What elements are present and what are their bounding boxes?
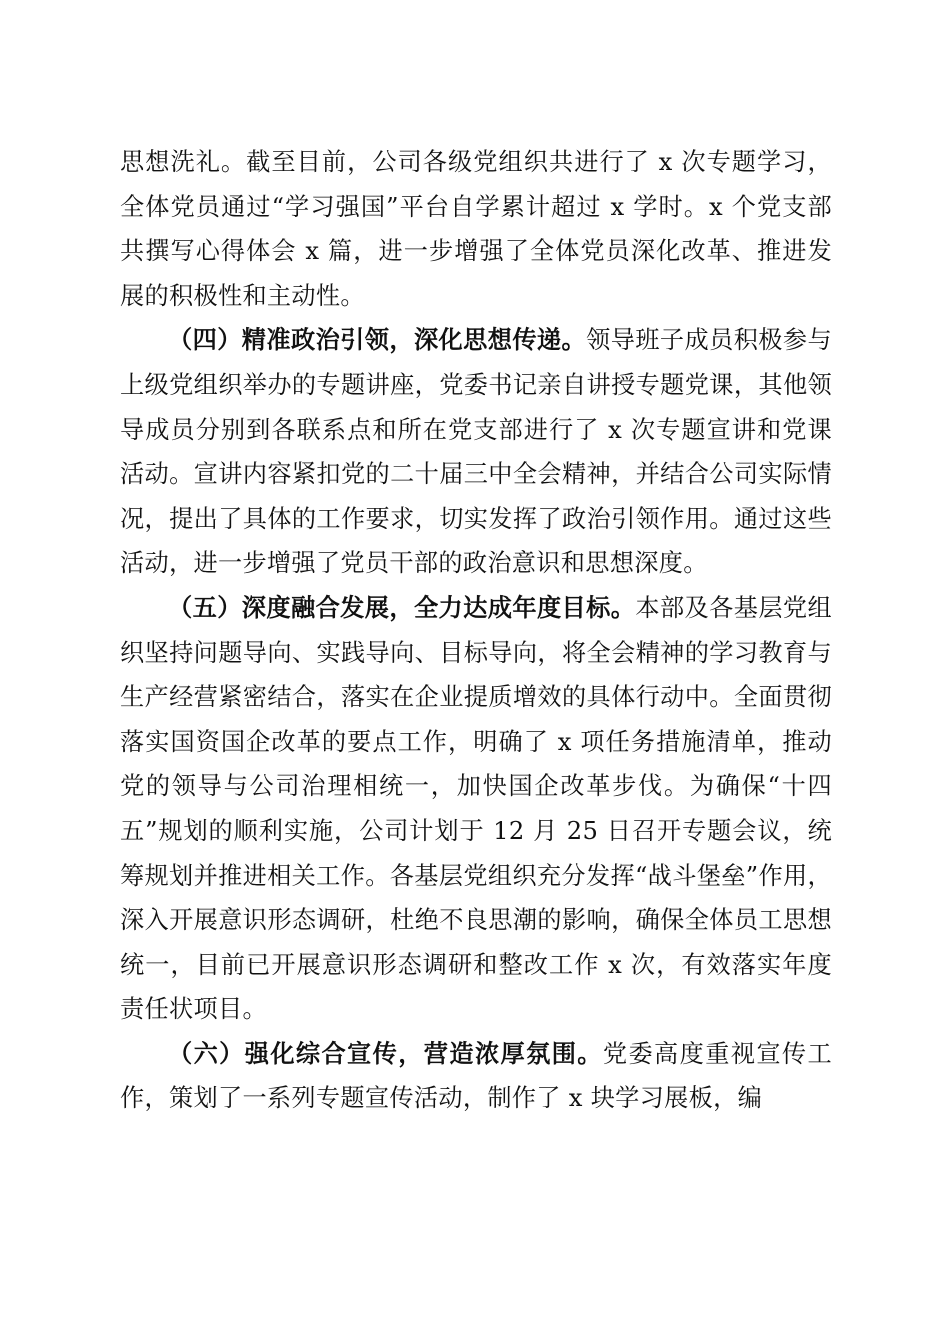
paragraph-continuation: [120, 140, 832, 318]
section-heading-4: （四）精准政治引领，深化思想传递。: [168, 325, 587, 355]
section-heading-6: （六）强化综合宣传，营造浓厚氛围。: [168, 1038, 603, 1068]
paragraph-text: 本部及各基层党组织坚持问题导向、实践导向、目标导向，将全会精神的学习教育与生产经营紧密结合，落实在企业提质增效的具体行动中。全面贯彻落实国资国企改革的要点工作，明确了 x 项任务措施清单，推动党的领导与公司治理相统一，加快国企改革步伐。为确保“十四五”规划的顺利实施，公司计划于 12 月 25 日召开专题会议，统筹规划并推进相关工作。各基层党组织充分发挥“战斗堡垒”作用，深入开展意识形态调研，杜绝不良思潮的影响，确保全体员工思想统一，目前已开展意识形态调研和整改工作 x 次，有效落实年度责任状项目。: [120, 593, 833, 1024]
paragraph-text: 领导班子成员积极参与上级党组织举办的专题讲座，党委书记亲自讲授专题党课，其他领导成员分别到各联系点和所在党支部进行了 x 次专题宣讲和党课活动。宣讲内容紧扣党的二十届三中全会精神，并结合公司实际情况，提出了具体的工作要求，切实发挥了政治引领作用。通过这些活动，进一步增强了党员干部的政治意识和思想深度。: [120, 326, 832, 578]
paragraph-text: 党委高度重视宣传工作，策划了一系列专题宣传活动，制作了 x 块学习展板，编: [120, 1039, 833, 1113]
paragraph-section-6: [120, 1032, 832, 1121]
paragraph-section-4: [120, 318, 832, 586]
paragraph-text: 思想洗礼。截至目前，公司各级党组织共进行了 x 次专题学习，全体党员通过“学习强国”平台自学累计超过 x 学时。x 个党支部共撰写心得体会 x 篇，进一步增强了全体党员深化改革、推进发展的积极性和主动性。: [120, 148, 832, 310]
section-heading-5: （五）深度融合发展，全力达成年度目标。: [168, 592, 636, 622]
paragraph-section-5: [120, 586, 832, 1032]
document-body: [120, 140, 832, 1121]
